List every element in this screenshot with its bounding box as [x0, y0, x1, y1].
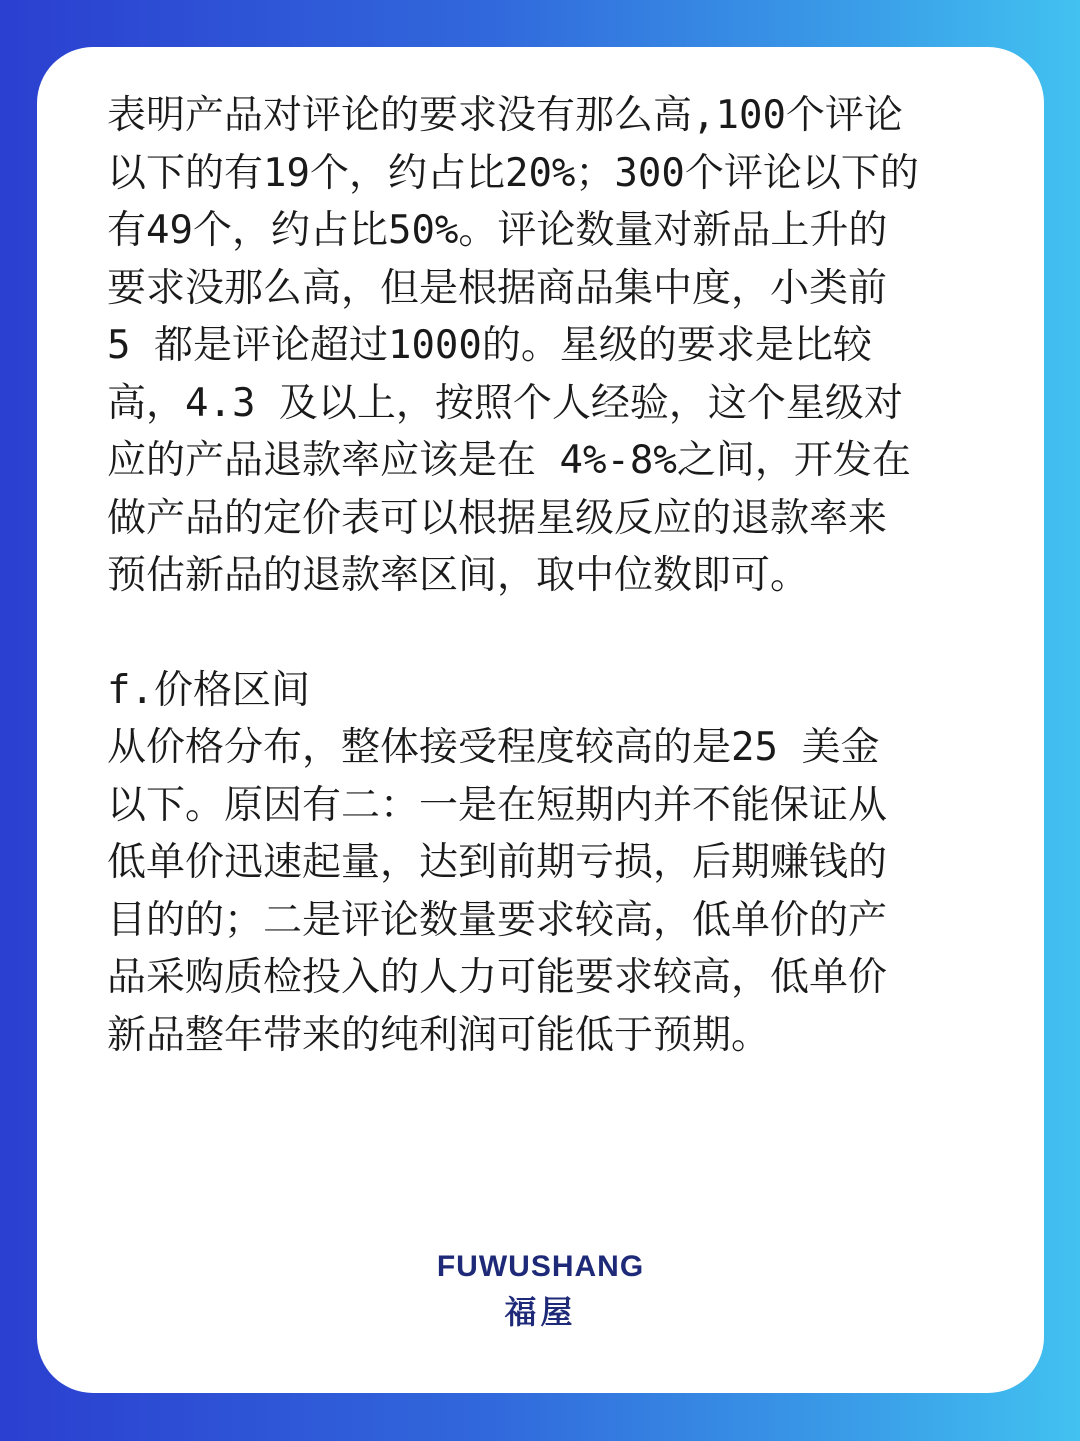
paragraph-2: [107, 719, 987, 1064]
section-heading: f.价格区间: [107, 667, 310, 713]
text-line: 表明产品对评论的要求没有那么高,100个评论: [107, 93, 903, 138]
article-body: [107, 87, 987, 1064]
text-line: 品采购质检投入的人力可能要求较高，低单价: [107, 955, 888, 1000]
text-line: 从价格分布，整体接受程度较高的是25 美金: [107, 725, 880, 770]
content-card: [37, 47, 1044, 1393]
text-line: 低单价迅速起量，达到前期亏损，后期赚钱的: [107, 840, 888, 885]
text-line: 以下。原因有二：一是在短期内并不能保证从: [107, 782, 888, 828]
text-line: 新品整年带来的纯利润可能低于预期。: [107, 1012, 771, 1058]
text-line: 应的产品退款率应该是在 4%-8%之间，开发在: [107, 438, 911, 483]
text-line: 高，4.3 及以上，按照个人经验，这个星级对: [107, 380, 903, 426]
text-line: 预估新品的退款率区间，取中位数即可。: [107, 553, 810, 598]
brand-logo: [37, 1250, 1044, 1330]
text-line: 有49个，约占比50%。评论数量对新品上升的: [107, 208, 888, 253]
text-line: 5 都是评论超过1000的。星级的要求是比较: [107, 323, 872, 368]
brand-name-english: FUWUSHANG: [436, 1250, 645, 1283]
text-line: 要求没那么高，但是根据商品集中度，小类前: [107, 265, 888, 311]
text-line: 以下的有19个，约占比20%；300个评论以下的: [107, 150, 919, 196]
text-line: 做产品的定价表可以根据星级反应的退款率来: [107, 495, 888, 541]
paragraph-1: [107, 87, 987, 605]
paragraph-spacer: [107, 605, 987, 662]
text-line: 目的的；二是评论数量要求较高，低单价的产: [107, 897, 888, 943]
brand-name-chinese: 福屋: [504, 1293, 577, 1331]
